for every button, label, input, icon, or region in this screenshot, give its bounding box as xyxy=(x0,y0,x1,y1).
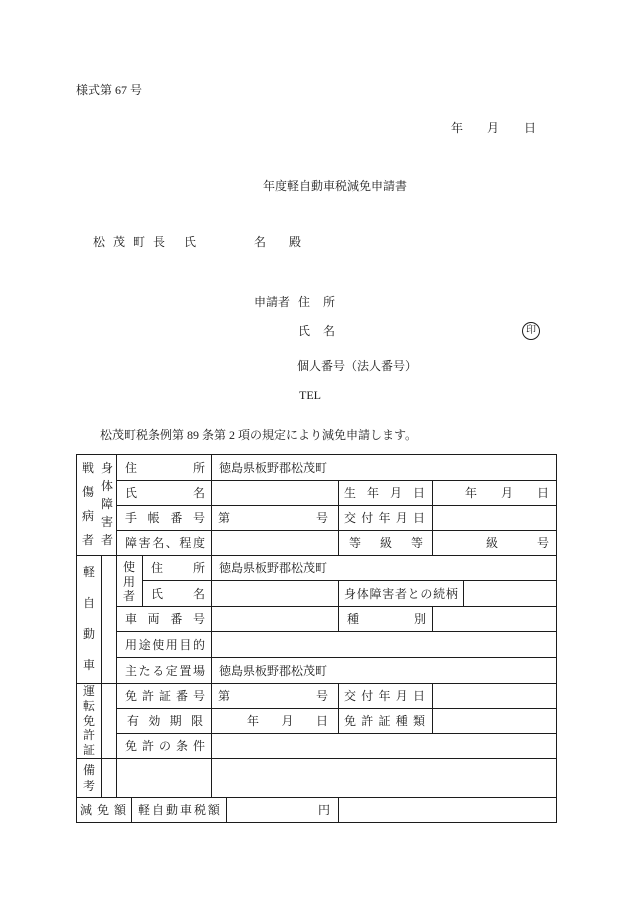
form-title: 年度軽自動車税減免申請書 xyxy=(263,179,408,193)
handbook-number-label: 手 帳 番 号 xyxy=(125,511,205,525)
disabled-address-value-cell xyxy=(211,454,557,481)
relation-label-cell xyxy=(338,580,464,607)
expiry-month-unit: 月 xyxy=(281,714,294,728)
tax-amount-label-cell xyxy=(131,797,227,823)
grade-label: 等 級 等 xyxy=(349,536,423,550)
vehicle-user-address-value: 徳島県板野郡松茂町 xyxy=(219,561,328,575)
license-number-label-cell xyxy=(116,683,212,709)
garage-value: 徳島県板野郡松茂町 xyxy=(219,663,328,678)
applicant-address-label: 住 所 xyxy=(298,295,335,309)
remarks-sub-cell xyxy=(116,758,212,798)
disabled-address-label: 住 所 xyxy=(125,460,205,475)
date-day: 日 xyxy=(524,121,537,135)
remarks-value-cell xyxy=(211,758,557,798)
vehicle-number-label-cell xyxy=(116,606,212,632)
remarks-spacer-cell xyxy=(101,758,117,798)
tax-amount-label: 軽 自 動 車 税 額 xyxy=(138,803,220,817)
vehicle-user-header xyxy=(116,555,143,607)
license-type-label-cell xyxy=(338,708,433,734)
birth-date-label: 生 年 月 日 xyxy=(344,486,425,500)
birth-year-unit: 年 xyxy=(465,486,478,500)
disabled-address-label-cell xyxy=(116,454,212,481)
license-conditions-value-cell xyxy=(211,733,557,759)
applicant-name-label: 氏 名 xyxy=(298,324,335,338)
license-issue-date-label-cell xyxy=(338,683,433,709)
date-year: 年 xyxy=(451,121,464,135)
license-expiry-label-cell xyxy=(116,708,212,734)
birth-date-value-cell xyxy=(432,480,557,506)
disability-value-cell xyxy=(211,530,339,556)
relation-value-cell xyxy=(463,580,557,607)
grade-label-cell xyxy=(338,530,433,556)
reduction-blank-cell xyxy=(338,797,557,823)
license-type-value-cell xyxy=(432,708,557,734)
garage-label-cell xyxy=(116,657,212,684)
grade-suffix: 号 xyxy=(536,536,549,550)
remarks-header xyxy=(76,758,102,798)
tax-amount-value-cell xyxy=(226,797,339,823)
expiry-day-unit: 日 xyxy=(315,714,328,728)
license-issue-date-value-cell xyxy=(432,683,557,709)
date-month: 月 xyxy=(487,121,500,135)
birth-day-unit: 日 xyxy=(536,486,549,500)
relation-label: 身 体 障 害 者 と の 続 柄 xyxy=(344,586,458,601)
license-expiry-label: 有 効 期 限 xyxy=(127,714,203,728)
addressee-mei: 名 xyxy=(254,235,267,249)
license-number-prefix: 第 xyxy=(218,689,231,703)
vehicle-user-name-label-cell xyxy=(142,580,212,607)
remarks-label: 備 考 xyxy=(82,763,95,793)
license-expiry-value-cell xyxy=(211,708,339,734)
disabled-name-label: 氏 名 xyxy=(125,486,205,500)
grade-unit: 級 xyxy=(486,536,499,550)
garage-value-cell xyxy=(211,657,557,684)
license-number-value-cell xyxy=(211,683,339,709)
disabled-person-label: 身 体 障 害 者 xyxy=(100,461,113,547)
disability-label: 障 害 名 、 程 度 xyxy=(125,536,205,550)
vehicle-user-address-label-cell xyxy=(142,555,212,581)
applicant-tel-label: TEL xyxy=(299,388,321,402)
addressee-mayor: 松 茂 町 長 xyxy=(93,235,165,249)
applicant-id-number-label: 個人番号（法人番号） xyxy=(297,359,418,373)
vehicle-user-name-label: 氏 名 xyxy=(151,586,205,601)
vehicle-user-label: 使 用 者 xyxy=(122,560,135,603)
vehicle-section-label: 軽 自 動 車 xyxy=(82,565,95,672)
disabled-name-value-cell xyxy=(211,480,339,506)
form-number: 様式第 67 号 xyxy=(76,83,143,97)
applicant-label: 申請者 xyxy=(254,295,291,309)
purpose-label: 用 途 使 用 目 的 xyxy=(125,637,205,652)
vehicle-section-header xyxy=(76,555,102,684)
license-type-label: 免 許 証 種 類 xyxy=(344,714,425,728)
seal-mark: 印 xyxy=(522,322,540,340)
vehicle-type-label-cell xyxy=(338,606,433,632)
war-wounded-label: 戦 傷 病 者 xyxy=(81,461,94,547)
disabled-section-header xyxy=(76,454,117,556)
handbook-issue-date-label: 交 付 年 月 日 xyxy=(344,511,425,525)
handbook-number-label-cell xyxy=(116,505,212,531)
license-spacer-cell xyxy=(101,683,117,759)
grade-value-cell xyxy=(432,530,557,556)
addressee-shi: 氏 xyxy=(184,235,197,249)
handbook-issue-date-label-cell xyxy=(338,505,433,531)
handbook-number-suffix: 号 xyxy=(315,511,328,525)
handbook-number-prefix: 第 xyxy=(218,511,231,525)
handbook-number-value-cell xyxy=(211,505,339,531)
license-section-header xyxy=(76,683,102,759)
license-conditions-label-cell xyxy=(116,733,212,759)
reduction-label: 減 免 額 xyxy=(80,803,126,817)
vehicle-user-name-value-cell xyxy=(211,580,339,607)
license-section-label: 運 転 免 許 証 xyxy=(82,684,95,757)
license-conditions-label: 免 許 の 条 件 xyxy=(125,739,205,753)
vehicle-spacer-cell xyxy=(101,555,117,684)
disabled-name-label-cell xyxy=(116,480,212,506)
addressee-den: 殿 xyxy=(289,235,302,249)
license-number-label: 免 許 証 番 号 xyxy=(125,689,205,703)
vehicle-number-value-cell xyxy=(211,606,339,632)
reduction-label-cell xyxy=(76,797,132,823)
vehicle-type-label: 種 別 xyxy=(347,612,426,626)
license-issue-date-label: 交 付 年 月 日 xyxy=(344,689,425,703)
garage-label: 主 た る 定 置 場 xyxy=(125,663,205,678)
vehicle-user-address-value-cell xyxy=(211,555,557,581)
yen-unit: 円 xyxy=(317,803,330,817)
birth-month-unit: 月 xyxy=(500,486,513,500)
license-number-suffix: 号 xyxy=(315,689,328,703)
birth-date-label-cell xyxy=(338,480,433,506)
vehicle-user-address-label: 住 所 xyxy=(151,561,205,575)
vehicle-number-label: 車 両 番 号 xyxy=(125,612,205,626)
disability-label-cell xyxy=(116,530,212,556)
purpose-label-cell xyxy=(116,631,212,658)
vehicle-type-value-cell xyxy=(432,606,557,632)
disabled-address-value: 徳島県板野郡松茂町 xyxy=(219,460,328,475)
purpose-value-cell xyxy=(211,631,557,658)
expiry-year-unit: 年 xyxy=(247,714,260,728)
handbook-issue-date-value-cell xyxy=(432,505,557,531)
application-statement: 松茂町税条例第 89 条第 2 項の規定により減免申請します。 xyxy=(100,428,418,442)
